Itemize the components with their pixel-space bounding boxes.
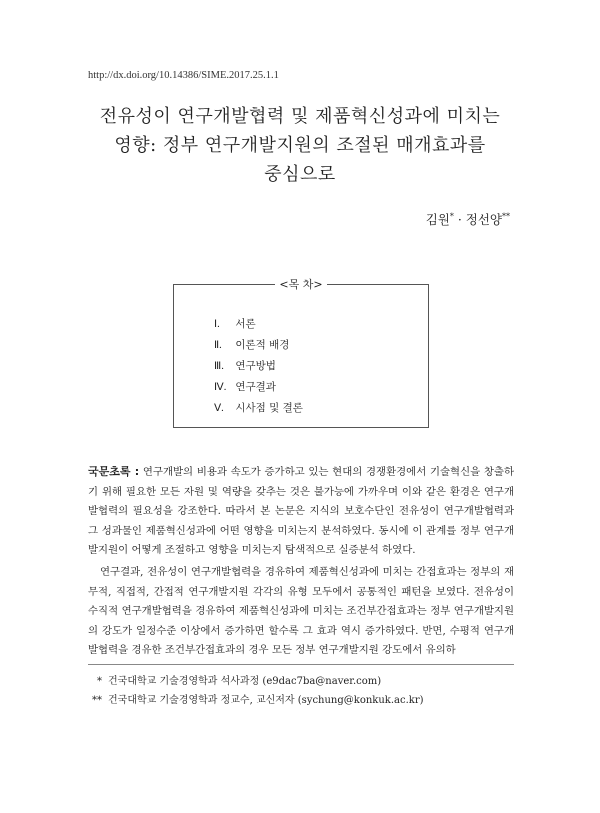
title-line-3: 중심으로 bbox=[264, 164, 336, 185]
toc-item-label: 이론적 배경 bbox=[235, 339, 290, 351]
author-line bbox=[426, 210, 510, 228]
toc-item-number: Ⅳ. bbox=[214, 382, 227, 393]
footnote-divider bbox=[88, 664, 514, 665]
toc-item-number: Ⅰ. bbox=[214, 319, 220, 330]
author-name: 김원 bbox=[425, 212, 450, 227]
footnotes bbox=[88, 672, 528, 710]
abstract-label: 국문초록 : bbox=[88, 465, 140, 478]
korean-abstract bbox=[88, 462, 514, 661]
toc-item-label: 시사점 및 결론 bbox=[235, 402, 303, 414]
toc-item-number: Ⅴ. bbox=[214, 403, 224, 414]
table-of-contents bbox=[173, 278, 429, 428]
footnote-mark: * bbox=[449, 211, 454, 221]
toc-item-label: 서론 bbox=[235, 318, 256, 330]
toc-item bbox=[214, 377, 303, 398]
toc-item bbox=[214, 335, 303, 356]
footnote-text: 건국대학교 기술경영학과 정교수, 교신저자 (sychung@konkuk.ac.kr) bbox=[108, 695, 424, 706]
author-separator: · bbox=[453, 212, 466, 227]
abstract-paragraph: 연구결과, 전유성이 연구개발협력을 경유하여 제품혁신성과에 미치는 간접효과는 정부의 재무적, 직접적, 간접적 연구개발지원 각각의 유형 모두에서 공통적인 패턴을 보였다. 전유성이 수직적 연구개발협력을 경유하여 제품혁신성과에 미치는 조건부간접효과는 정부 연구개발지원의 강도가 일정수준 이상에서 증가하면 할수록 그 효과 역시 증가하였다. 반면, 수평적 연구개발협력을 경유한 조건부간접효과의 경우 모든 정부 연구개발지원 강도에서 유의하 bbox=[88, 565, 514, 657]
toc-title: <목 차> bbox=[275, 278, 326, 291]
footnote-mark: ** bbox=[92, 695, 102, 706]
footnote-text: 건국대학교 기술경영학과 석사과정 (e9dac7ba@naver.com) bbox=[108, 676, 382, 687]
abstract-text: 연구개발의 비용과 속도가 증가하고 있는 현대의 경쟁환경에서 기술혁신을 창출하기 위해 필요한 모든 자원 및 역량을 갖추는 것은 불가능에 가까우며 이와 같은 환경은 연구개발협력의 필요성을 강조한다. 따라서 본 논문은 지식의 보호수단인 전유성이 연구개발협력과 그 성과물인 제품혁신성과에 어떤 영향을 미치는지 분석하였다. 동시에 이 관계를 정부 연구개발지원이 어떻게 조절하고 영향을 미치는지 탐색적으로 실증분석 하였다. bbox=[88, 466, 514, 557]
paper-title bbox=[60, 102, 540, 189]
title-line-2: 영향: 정부 연구개발지원의 조절된 매개효과를 bbox=[114, 135, 486, 156]
toc-item bbox=[214, 356, 303, 377]
toc-item-label: 연구방법 bbox=[235, 360, 276, 372]
abstract-paragraph bbox=[88, 462, 514, 561]
footnote-mark: ** bbox=[502, 211, 510, 221]
toc-item-label: 연구결과 bbox=[235, 381, 276, 393]
author-name: 정선양 bbox=[465, 212, 502, 227]
footnote bbox=[88, 691, 528, 710]
doi-link[interactable]: http://dx.doi.org/10.14386/SIME.2017.25.1.1 bbox=[88, 70, 279, 81]
footnote bbox=[88, 672, 528, 691]
title-line-1: 전유성이 연구개발협력 및 제품혁신성과에 미치는 bbox=[99, 106, 501, 127]
toc-item bbox=[214, 398, 303, 419]
toc-item bbox=[214, 314, 303, 335]
toc-list bbox=[214, 314, 303, 419]
footnote-mark: * bbox=[97, 676, 102, 687]
toc-item-number: Ⅱ. bbox=[214, 340, 222, 351]
toc-item-number: Ⅲ. bbox=[214, 361, 224, 372]
